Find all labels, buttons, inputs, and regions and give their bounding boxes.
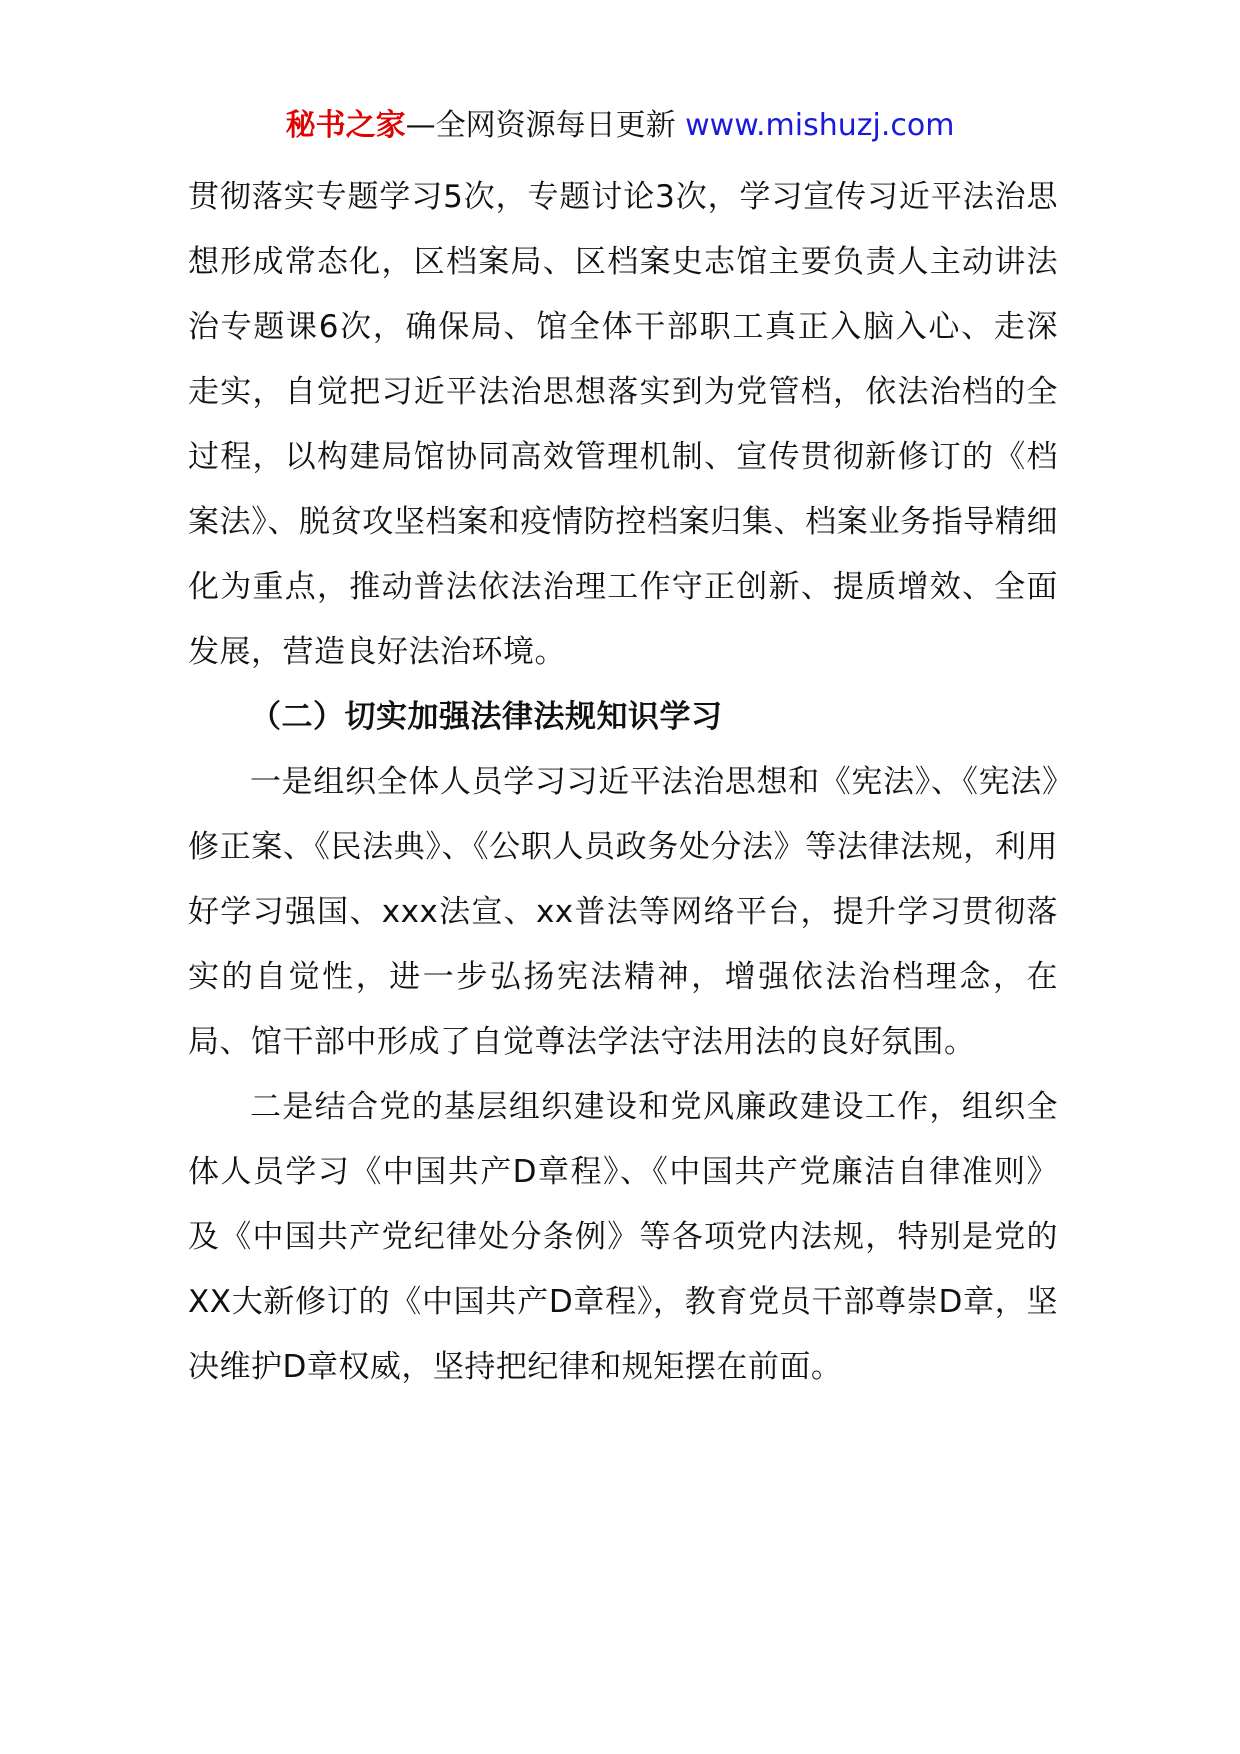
header-url-link[interactable]: www.mishuzj.com bbox=[685, 108, 955, 143]
section-heading-2: （二）切实加强法律法规知识学习 bbox=[250, 699, 723, 735]
body-paragraph-point-2: 二是结合党的基层组织建设和党风廉政建设工作，组织全体人员学习《中国共产D章程》、《中国共产党廉洁自律准则》及《中国共产党纪律处分条例》等各项党内法规，特别是党的XX大新修订的《中国共产D章程》，教育党员干部尊崇D章，坚决维护D章权威，坚持把纪律和规矩摆在前面。 bbox=[188, 1089, 1058, 1385]
document-body bbox=[188, 165, 1058, 1400]
page-header bbox=[0, 104, 1240, 148]
body-paragraph-continued: 贯彻落实专题学习5次，专题讨论3次，学习宣传习近平法治思想形成常态化，区档案局、区档案史志馆主要负责人主动讲法治专题课6次，确保局、馆全体干部职工真正入脑入心、走深走实，自觉把习近平法治思想落实到为党管档，依法治档的全过程，以构建局馆协同高效管理机制、宣传贯彻新修订的《档案法》、脱贫攻坚档案和疫情防控档案归集、档案业务指导精细化为重点，推动普法依法治理工作守正创新、提质增效、全面发展，营造良好法治环境。 bbox=[188, 179, 1058, 670]
header-brand: 秘书之家 bbox=[285, 108, 406, 143]
header-tagline: —全网资源每日更新 bbox=[405, 108, 676, 143]
body-paragraph-point-1: 一是组织全体人员学习习近平法治思想和《宪法》、《宪法》修正案、《民法典》、《公职人员政务处分法》等法律法规，利用好学习强国、xxx法宣、xx普法等网络平台，提升学习贯彻落实的自觉性，进一步弘扬宪法精神，增强依法治档理念，在局、馆干部中形成了自觉尊法学法守法用法的良好氛围。 bbox=[188, 764, 1058, 1060]
